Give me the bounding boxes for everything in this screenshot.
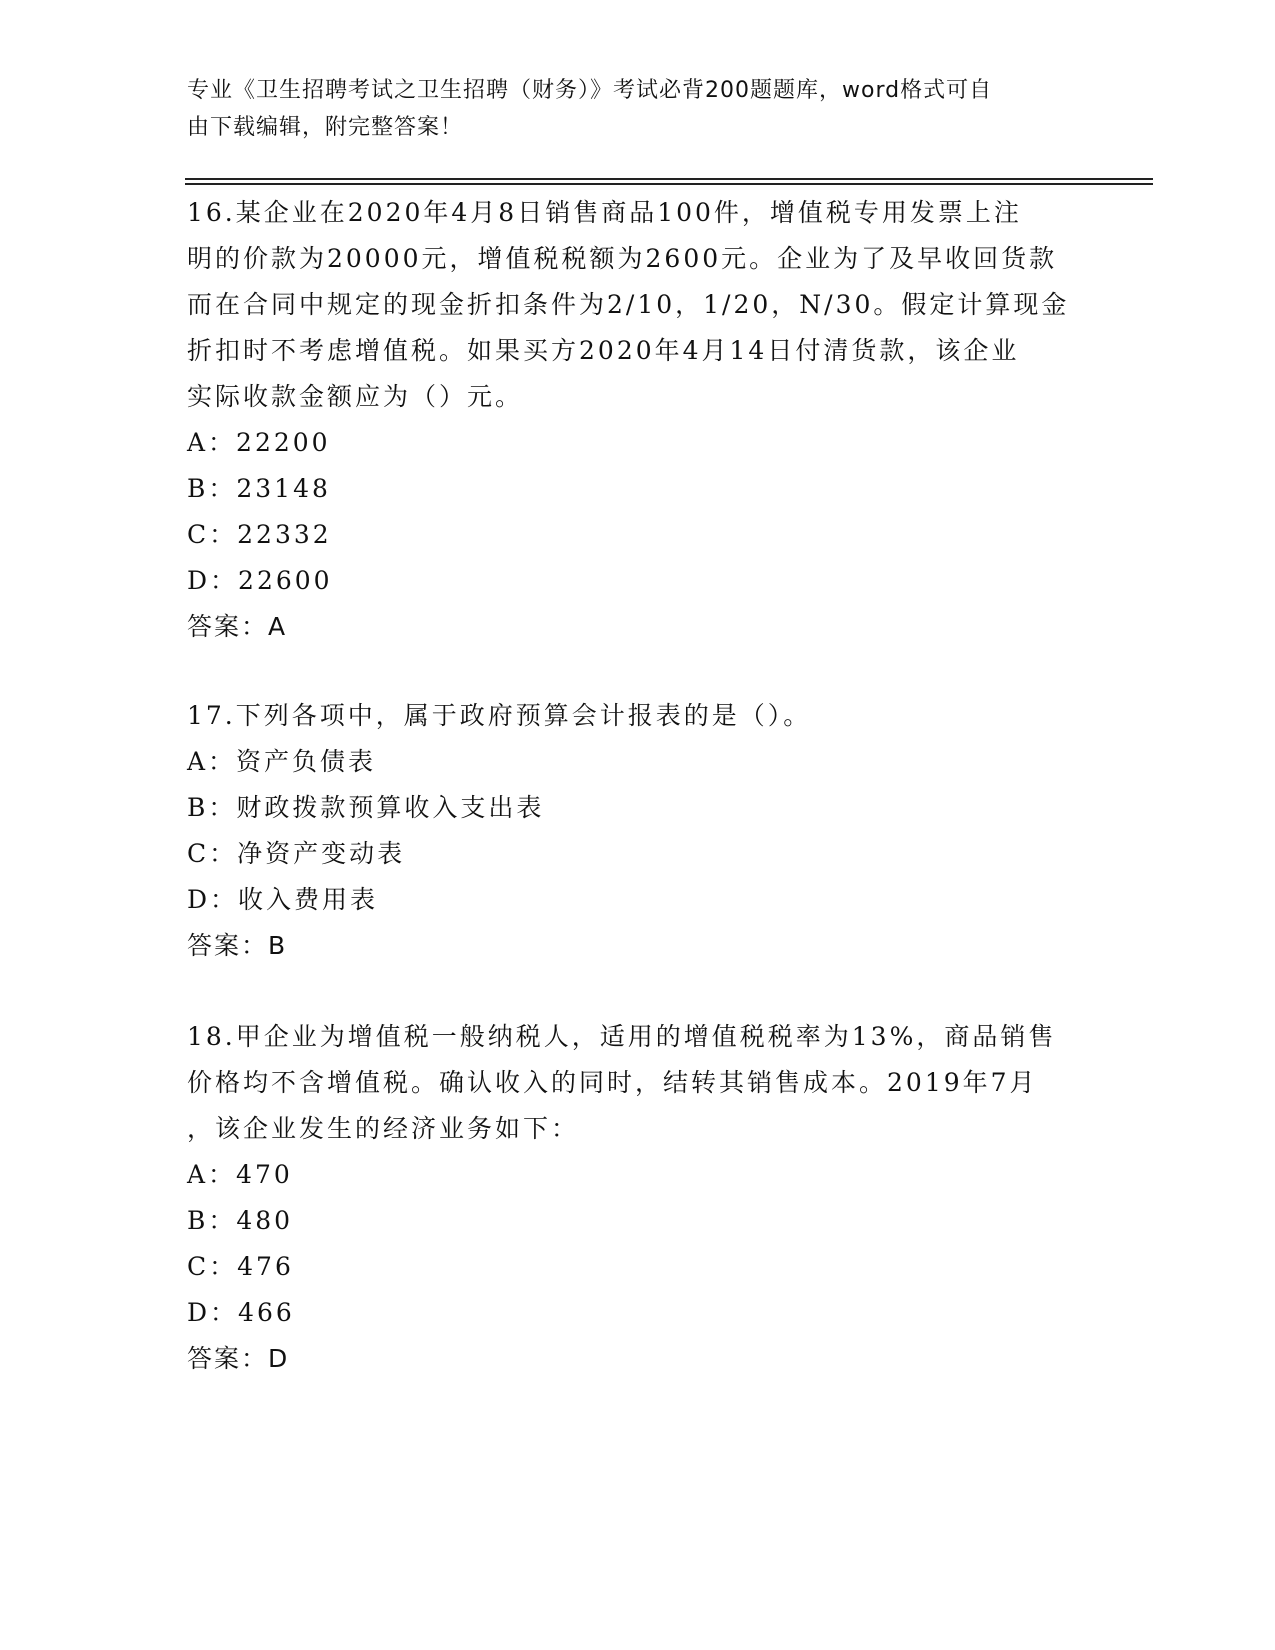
option-a: A：资产负债表 — [187, 747, 377, 776]
question-stem-line: 16.某企业在2020年4月8日销售商品100件，增值税专用发票上注 — [187, 198, 1022, 227]
option-a: A：470 — [187, 1160, 293, 1189]
option-a: A：22200 — [187, 428, 331, 457]
option-b: B：23148 — [187, 474, 331, 503]
header-line-2: 由下载编辑，附完整答案！ — [187, 115, 464, 140]
question-stem-line: 价格均不含增值税。确认收入的同时，结转其销售成本。2019年7月 — [187, 1068, 1038, 1097]
question-stem-line: 实际收款金额应为（）元。 — [187, 382, 524, 411]
answer-label: 答案：A — [187, 612, 288, 641]
question-stem-line: 折扣时不考虑增值税。如果买方2020年4月14日付清货款，该企业 — [187, 336, 1020, 365]
question-stem-line: 明的价款为20000元，增值税税额为2600元。企业为了及早收回货款 — [187, 244, 1058, 273]
document-header — [187, 72, 1067, 146]
question-stem-line: ，该企业发生的经济业务如下： — [187, 1114, 580, 1143]
question-18 — [187, 1014, 1087, 1382]
header-divider-top — [185, 178, 1153, 180]
answer-label: 答案：D — [187, 1344, 290, 1373]
option-d: D：收入费用表 — [187, 885, 379, 914]
option-b: B：财政拨款预算收入支出表 — [187, 793, 545, 822]
question-stem-line: 17.下列各项中，属于政府预算会计报表的是（）。 — [187, 701, 812, 730]
option-d: D：466 — [187, 1298, 295, 1327]
question-stem-line: 18.甲企业为增值税一般纳税人，适用的增值税税率为13%，商品销售 — [187, 1022, 1057, 1051]
option-b: B：480 — [187, 1206, 294, 1235]
question-stem-line: 而在合同中规定的现金折扣条件为2/10，1/20，N/30。假定计算现金 — [187, 290, 1070, 319]
header-line-1: 专业《卫生招聘考试之卫生招聘（财务）》考试必背200题题库，word格式可自 — [187, 78, 993, 103]
option-c: C：22332 — [187, 520, 332, 549]
answer-label: 答案：B — [187, 931, 288, 960]
option-c: C：476 — [187, 1252, 294, 1281]
option-c: C：净资产变动表 — [187, 839, 406, 868]
header-divider-bottom — [185, 183, 1153, 185]
question-17 — [187, 693, 1087, 969]
question-16 — [187, 190, 1087, 650]
option-d: D：22600 — [187, 566, 333, 595]
